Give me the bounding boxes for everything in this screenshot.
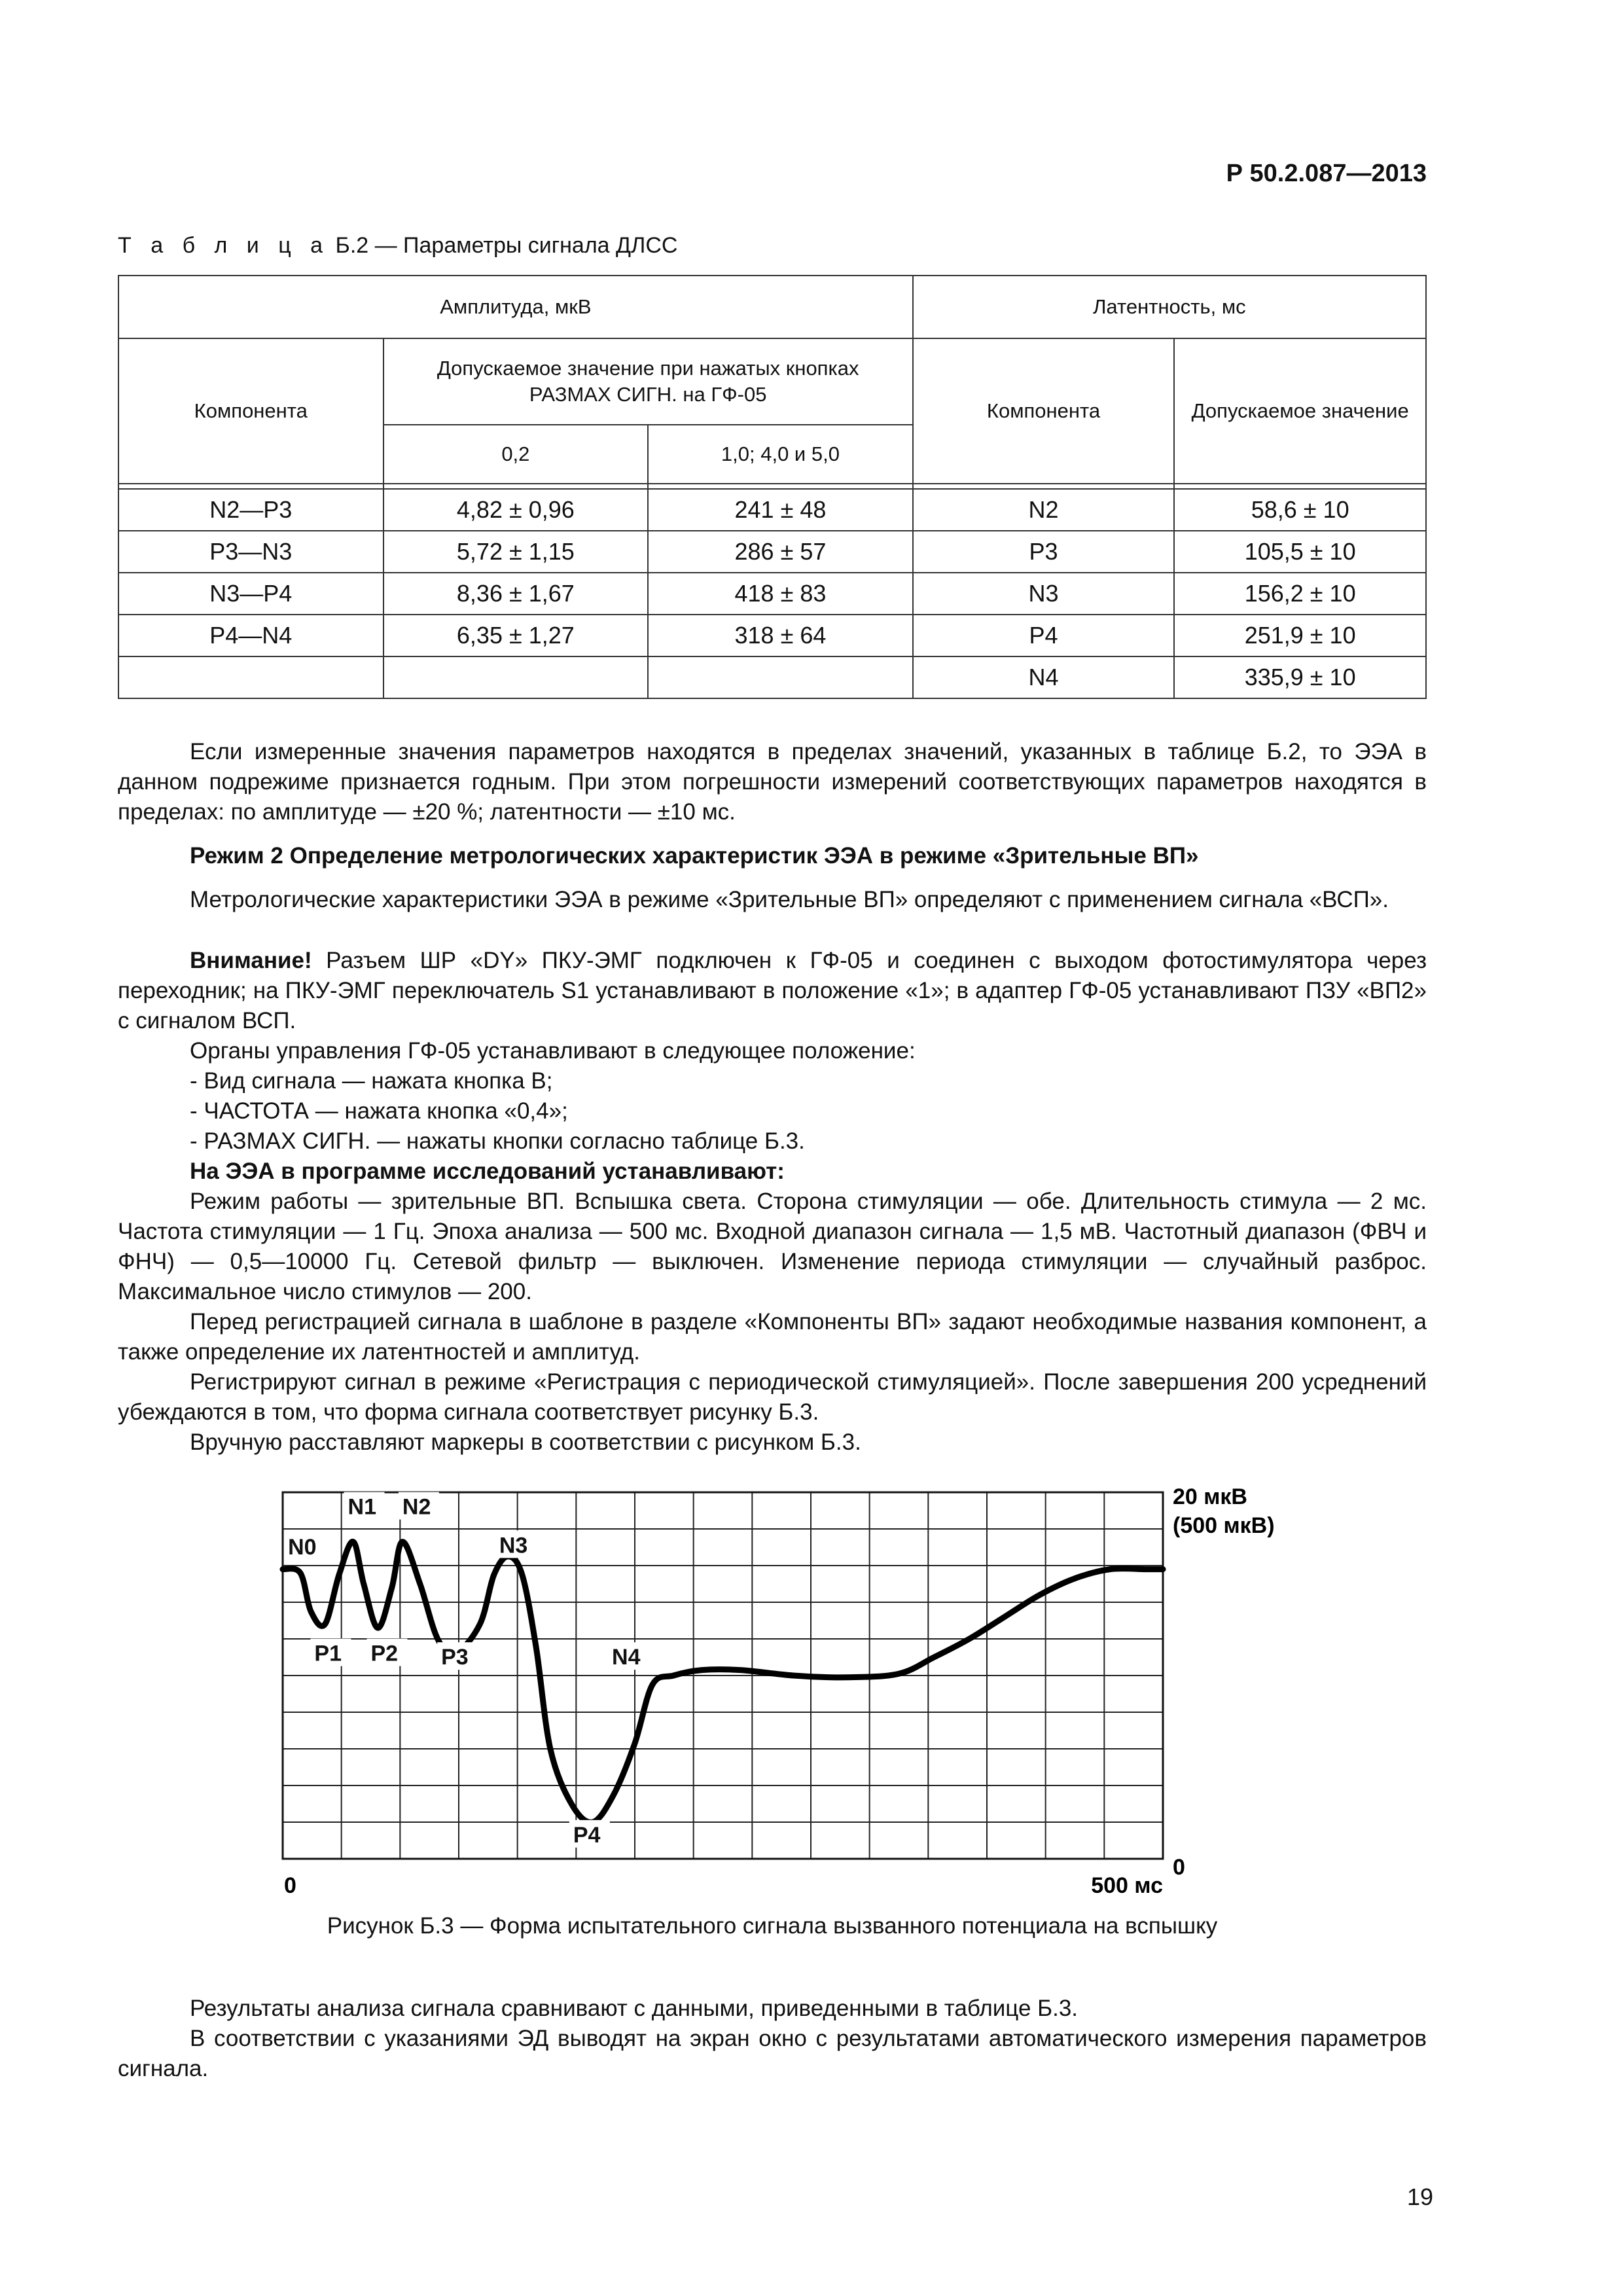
cell-latency-component: N2: [913, 489, 1175, 531]
cell-latency-value: 58,6 ± 10: [1174, 489, 1426, 531]
signal-series-line: [283, 1541, 1163, 1822]
document-code: Р 50.2.087—2013: [1226, 160, 1427, 187]
annotation-label-n1: N1: [348, 1494, 376, 1520]
header-component: Компонента: [118, 338, 383, 484]
cell-value-0-2: 6,35 ± 1,27: [383, 615, 649, 656]
attention-label: Внимание!: [190, 948, 312, 973]
x-tick-label: 500 мс: [1091, 1873, 1163, 1898]
list-item: - РАЗМАХ СИГН. — нажаты кнопки согласно таблице Б.3.: [190, 1128, 805, 1154]
cell-value-0-2: 8,36 ± 1,67: [383, 573, 649, 615]
program-heading: На ЭЭА в программе исследований устанавливают:: [190, 1158, 785, 1184]
cell-latency-component: N3: [913, 573, 1175, 615]
paragraph-mode2-intro: Метрологические характеристики ЭЭА в режиме «Зрительные ВП» определяют с применением сигнала «ВСП».: [190, 887, 1389, 912]
annotation-label-p4: P4: [573, 1822, 601, 1848]
y-tick-label: (500 мкВ): [1173, 1513, 1275, 1538]
cell-component: N2—P3: [118, 489, 383, 531]
header-allowed-pressed: Допускаемое значение при нажатых кнопках РАЗМАХ СИГН. на ГФ-05: [383, 338, 913, 425]
paragraph-registration: Регистрируют сигнал в режиме «Регистрация с периодической стимуляцией». После завершения 200 усреднений убеждаются в том, что форма сигнала соответствует рисунку Б.3.: [118, 1369, 1427, 1425]
paragraph-validity: Если измеренные значения параметров находятся в пределах значений, указанных в таблице Б.2, то ЭЭА в данном подрежиме признается годным. При этом погрешности измерений соответствующих параметров находятся в пределах: по амплитуде — ±20 %; латентности — ±10 мс.: [118, 739, 1427, 825]
cell-value-0-2: 5,72 ± 1,15: [383, 531, 649, 573]
cell-component: P4—N4: [118, 615, 383, 656]
attention-text: Разъем ШР «DY» ПКУ-ЭМГ подключен к ГФ-05 и соединен с выходом фотостимулятора через переходник; на ПКУ-ЭМГ переключатель S1 устанавливают в положение «1»; в адаптер ГФ-05 устанавливают ПЗУ «ВП2» с сигналом ВСП.: [118, 948, 1427, 1033]
list-item: - Вид сигнала — нажата кнопка В;: [190, 1068, 553, 1094]
cell-latency-component: N4: [913, 656, 1175, 698]
y-tick-label: 20 мкВ: [1173, 1484, 1247, 1509]
header-amplitude: Амплитуда, мкВ: [118, 276, 913, 338]
header-component-latency: Компонента: [913, 338, 1175, 484]
list-item: - ЧАСТОТА — нажата кнопка «0,4»;: [190, 1098, 568, 1124]
cell-component: N3—P4: [118, 573, 383, 615]
cell-value-1-4-5: 286 ± 57: [648, 531, 913, 573]
annotation-label-n4: N4: [612, 1645, 641, 1670]
cell-value-1-4-5: 418 ± 83: [648, 573, 913, 615]
y-tick-label: 0: [1173, 1855, 1185, 1880]
cell-value-1-4-5: 241 ± 48: [648, 489, 913, 531]
paragraph-controls: Органы управления ГФ-05 устанавливают в следующее положение:: [190, 1038, 916, 1064]
cell-latency-component: P4: [913, 615, 1175, 656]
annotation-label-n3: N3: [499, 1533, 528, 1558]
page-number: 19: [1406, 2183, 1433, 2210]
header-latency: Латентность, мс: [913, 276, 1426, 338]
cell-latency-component: P3: [913, 531, 1175, 573]
header-allowed-latency: Допускаемое значение: [1174, 338, 1426, 484]
x-tick-label: 0: [284, 1873, 296, 1898]
header-col-1-4-5: 1,0; 4,0 и 5,0: [648, 425, 913, 484]
cell-latency-value: 251,9 ± 10: [1174, 615, 1426, 656]
cell-latency-value: 335,9 ± 10: [1174, 656, 1426, 698]
annotation-label-p3: P3: [441, 1645, 469, 1670]
paragraph-settings: Режим работы — зрительные ВП. Вспышка света. Сторона стимуляции — обе. Длительность стимула — 2 мс. Частота стимуляции — 1 Гц. Эпоха анализа — 500 мс. Входной диапазон сигнала — 1,5 мВ. Частотный диапазон (ФВЧ и ФНЧ) — 0,5—10000 Гц. Сетевой фильтр — выключен. Изменение периода стимуляции — случайный разброс. Максимальное число стимулов — 200.: [118, 1189, 1427, 1304]
cell-value-1-4-5: 318 ± 64: [648, 615, 913, 656]
table-caption-text: Б.2 — Параметры сигнала ДЛСС: [335, 233, 678, 258]
annotation-label-p1: P1: [314, 1641, 342, 1666]
paragraph-auto-measure: В соответствии с указаниями ЭД выводят на экран окно с результатами автоматического измерения параметров сигнала.: [118, 2026, 1427, 2081]
cell-component: P3—N3: [118, 531, 383, 573]
annotation-label-n2: N2: [402, 1494, 431, 1520]
cell-value-0-2: 4,82 ± 0,96: [383, 489, 649, 531]
cell-latency-value: 156,2 ± 10: [1174, 573, 1426, 615]
table-caption-label: Т а б л и ц а: [118, 233, 330, 258]
mode2-heading: Режим 2 Определение метрологических характеристик ЭЭА в режиме «Зрительные ВП»: [190, 843, 1199, 869]
cell-latency-value: 105,5 ± 10: [1174, 531, 1426, 573]
figure-caption: Рисунок Б.3 — Форма испытательного сигнала вызванного потенциала на вспышку: [327, 1913, 1218, 1939]
paragraph-results: Результаты анализа сигнала сравнивают с данными, приведенными в таблице Б.3.: [190, 1996, 1079, 2021]
annotation-label-p2: P2: [370, 1641, 399, 1666]
paragraph-markers: Вручную расставляют маркеры в соответствии с рисунком Б.3.: [190, 1429, 861, 1455]
header-col-0-2: 0,2: [383, 425, 649, 484]
paragraph-template: Перед регистрацией сигнала в шаблоне в разделе «Компоненты ВП» задают необходимые названия компонент, а также определение их латентностей и амплитуд.: [118, 1309, 1427, 1365]
annotation-label-n0: N0: [288, 1535, 317, 1560]
